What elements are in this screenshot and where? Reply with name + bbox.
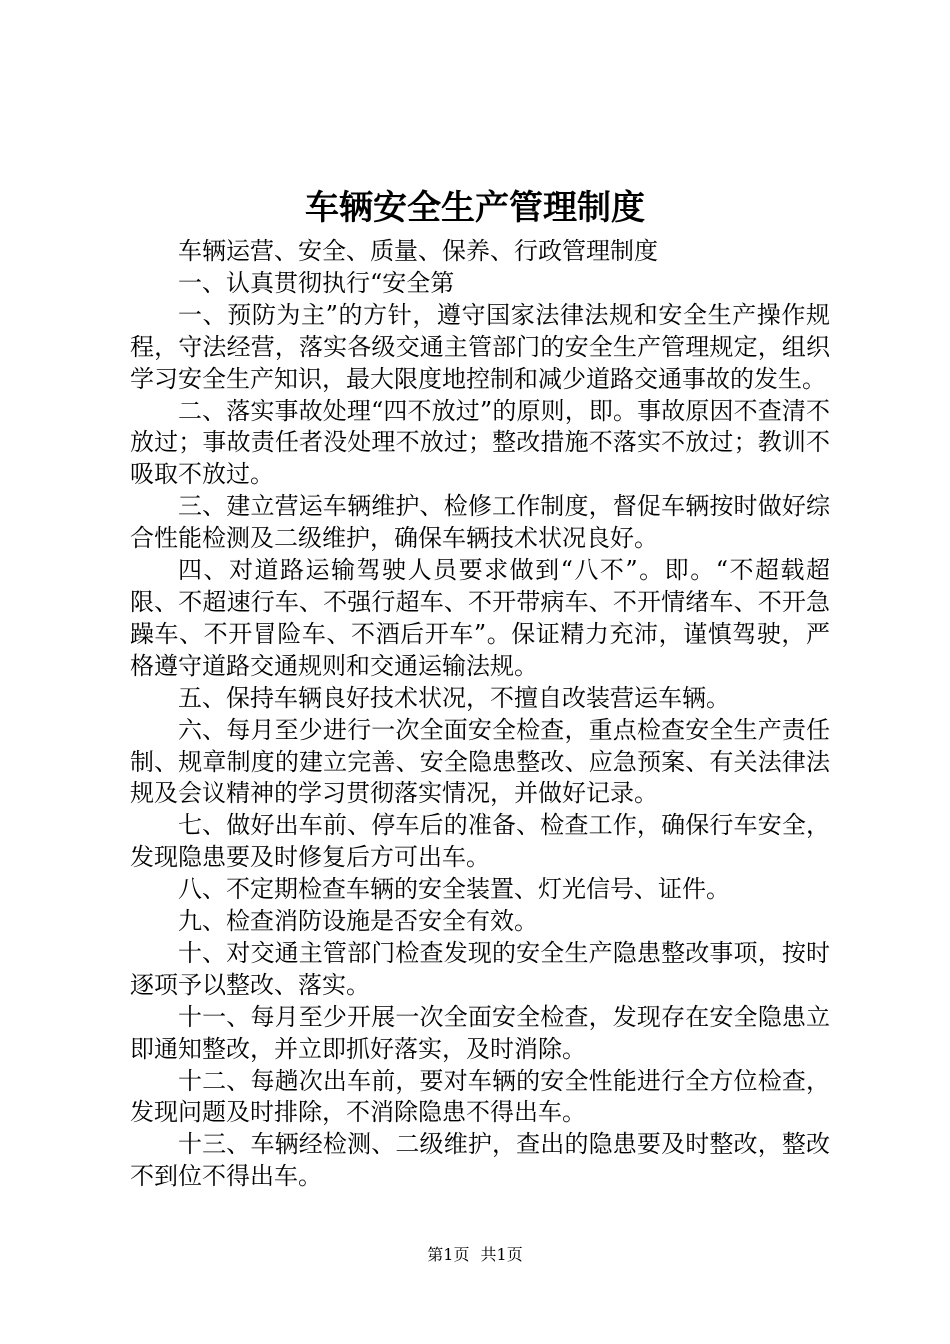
- paragraph-subtitle: 车辆运营、安全、质量、保养、行政管理制度: [178, 237, 658, 265]
- paragraph-4: 四、对道路运输驾驶人员要求做到“八不”。即。“不超载超限、不超速行车、不强行超车、不开带病车、不开情绪车、不开急躁车、不开冒险车、不酒后开车”。保证精力充沛，谨慎驾驶，严格遵守道路交通规则和交通运输法规。: [130, 556, 830, 680]
- paragraph-10: 十、对交通主管部门检查发现的安全生产隐患整改事项，按时逐项予以整改、落实。: [130, 938, 830, 999]
- paragraph-2: 二、落实事故处理“四不放过”的原则，即。事故原因不查清不放过；事故责任者没处理不放过；整改措施不落实不放过；教训不吸取不放过。: [130, 396, 830, 489]
- page-total: 共1页: [480, 1245, 523, 1264]
- paragraph-11: 十一、每月至少开展一次全面安全检查，发现存在安全隐患立即通知整改，并立即抓好落实，及时消除。: [130, 1002, 830, 1063]
- paragraph-5: 五、保持车辆良好技术状况，不擅自改装营运车辆。: [178, 683, 730, 712]
- document-body: [130, 236, 830, 1193]
- paragraph-9: 九、检查消防设施是否安全有效。: [178, 907, 538, 936]
- page-footer: [0, 1244, 950, 1266]
- paragraph-13: 十三、车辆经检测、二级维护，查出的隐患要及时整改，整改不到位不得出车。: [130, 1130, 830, 1191]
- paragraph-1-heading: 一、认真贯彻执行“安全第: [178, 268, 455, 297]
- paragraph-1: 一、预防为主”的方针，遵守国家法律法规和安全生产操作规程，守法经营，落实各级交通主管部门的安全生产管理规定，组织学习安全生产知识，最大限度地控制和减少道路交通事故的发生。: [130, 300, 830, 393]
- document-title: 车辆安全生产管理制度: [305, 188, 645, 228]
- paragraph-8: 八、不定期检查车辆的安全装置、灯光信号、证件。: [178, 875, 730, 904]
- paragraph-6: 六、每月至少进行一次全面安全检查，重点检查安全生产责任制、规章制度的建立完善、安全隐患整改、应急预案、有关法律法规及会议精神的学习贯彻落实情况，并做好记录。: [130, 715, 830, 808]
- paragraph-3: 三、建立营运车辆维护、检修工作制度，督促车辆按时做好综合性能检测及二级维护，确保车辆技术状况良好。: [130, 492, 830, 553]
- paragraph-12: 十二、每趟次出车前，要对车辆的安全性能进行全方位检查，发现问题及时排除，不消除隐患不得出车。: [130, 1066, 830, 1127]
- page-number: 第1页: [427, 1245, 470, 1264]
- paragraph-7: 七、做好出车前、停车后的准备、检查工作，确保行车安全，发现隐患要及时修复后方可出车。: [130, 811, 830, 872]
